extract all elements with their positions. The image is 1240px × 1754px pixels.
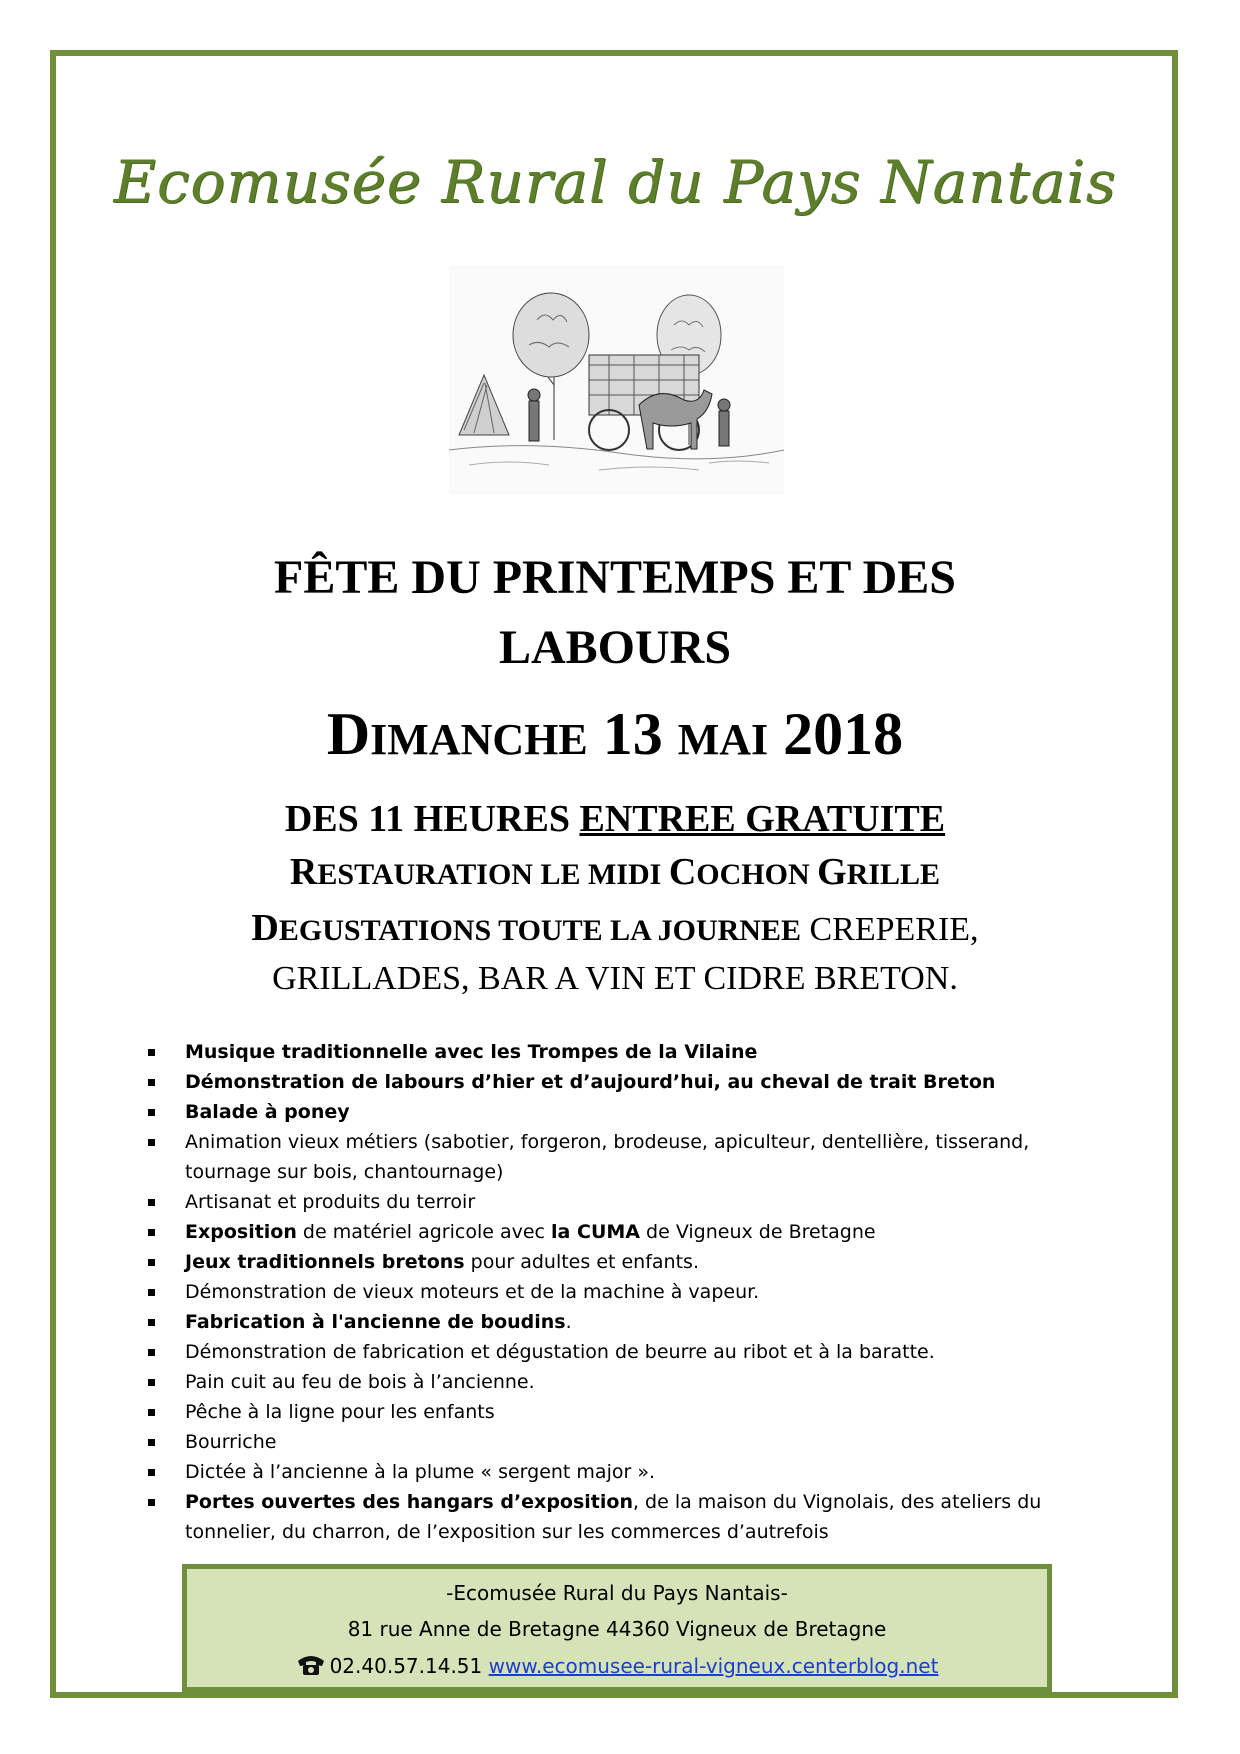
date-year: 2018	[768, 701, 904, 767]
activity-item	[145, 1397, 1105, 1427]
activity-item	[145, 1307, 1105, 1337]
contact-address: 81 rue Anne de Bretagne 44360 Vigneux de Bretagne	[347, 1617, 887, 1641]
contact-box	[182, 1564, 1052, 1692]
activity-text: Dictée à l’ancienne à la plume « sergent major ».	[185, 1461, 655, 1483]
contact-phone-web	[187, 1653, 1047, 1678]
grillades-line: GRILLADES, BAR A VIN ET CIDRE BRETON.	[272, 960, 958, 997]
activity-item	[145, 1067, 1105, 1097]
activity-text: Bourriche	[185, 1431, 277, 1453]
restauration-segment: C	[668, 851, 697, 893]
restauration-segment: OCHON	[696, 858, 818, 891]
restauration-line	[90, 850, 1140, 894]
activity-item	[145, 1457, 1105, 1487]
activity-text-bold: Exposition	[185, 1221, 297, 1243]
restauration-segment: ESTAURATION LE MIDI	[317, 858, 669, 891]
activity-text: , de la maison du Vignolais, des ateliers du tonnelier, du charron, de l’exposition sur les commerces d’autrefois	[185, 1491, 1042, 1543]
phone-number: 02.40.57.14.51	[329, 1654, 483, 1678]
activity-text: Démonstration de vieux moteurs et de la machine à vapeur.	[185, 1281, 760, 1303]
activity-item	[145, 1187, 1105, 1217]
free-entry: ENTREE GRATUITE	[579, 798, 946, 840]
date-weekday-rest: IMANCHE	[370, 715, 588, 764]
activities-list	[145, 1037, 1105, 1547]
activity-text: Pêche à la ligne pour les enfants	[185, 1401, 495, 1423]
activity-text-bold: Balade à poney	[185, 1101, 350, 1123]
activity-item	[145, 1097, 1105, 1127]
event-date	[90, 700, 1140, 769]
activity-item	[145, 1337, 1105, 1367]
activity-item	[145, 1367, 1105, 1397]
restauration-segment: G	[817, 851, 847, 893]
activity-item	[145, 1217, 1105, 1247]
event-title-line2: LABOURS	[498, 621, 732, 674]
degustations-segment: D	[251, 907, 279, 949]
activity-text-bold: Fabrication à l'ancienne de boudins	[185, 1311, 566, 1333]
activity-text-bold: Démonstration de labours d’hier et d’aujourd’hui, au cheval de trait Breton	[185, 1071, 996, 1093]
degustations-segment: CREPERIE,	[800, 911, 979, 948]
restauration-segment: RILLE	[846, 858, 941, 891]
degustations-segment: EGUSTATIONS TOUTE LA JOURNEE	[278, 914, 801, 947]
restauration-segment: R	[289, 851, 318, 893]
activity-text: Pain cuit au feu de bois à l’ancienne.	[185, 1371, 535, 1393]
entry-time: DES 11 HEURES	[284, 798, 580, 840]
farm-scene-illustration	[449, 265, 784, 495]
degustations-line	[90, 906, 1140, 950]
entry-line	[90, 797, 1140, 841]
contact-name: -Ecomusée Rural du Pays Nantais-	[446, 1581, 788, 1605]
date-initial: D	[326, 701, 371, 767]
activity-item	[145, 1037, 1105, 1067]
activity-text: de Vigneux de Bretagne	[639, 1221, 876, 1243]
activity-item	[145, 1487, 1105, 1547]
activity-text: de matériel agricole avec	[296, 1221, 552, 1243]
website-link[interactable]: www.ecomusee-rural-vigneux.centerblog.net	[488, 1654, 939, 1678]
activity-item	[145, 1277, 1105, 1307]
activity-text-bold: Jeux traditionnels bretons	[185, 1251, 465, 1273]
telephone-icon	[296, 1653, 326, 1677]
date-day: 13	[587, 701, 678, 767]
date-month: MAI	[677, 715, 769, 764]
activity-text: Démonstration de fabrication et dégustation de beurre au ribot et à la baratte.	[185, 1341, 935, 1363]
activity-item	[145, 1127, 1105, 1187]
activity-text-bold: Portes ouvertes des hangars d’exposition	[185, 1491, 633, 1513]
activity-text: Artisanat et produits du terroir	[185, 1191, 476, 1213]
activity-item	[145, 1427, 1105, 1457]
activity-text: pour adultes et enfants.	[464, 1251, 699, 1273]
activity-text: Animation vieux métiers (sabotier, forgeron, brodeuse, apiculteur, dentellière, tisserand, tournage sur bois, chantournage)	[185, 1131, 1030, 1183]
museum-title: Ecomusée Rural du Pays Nantais	[113, 148, 1117, 216]
activity-text: .	[565, 1311, 572, 1333]
event-title-line1: FÊTE DU PRINTEMPS ET DES	[274, 551, 956, 604]
activity-item	[145, 1247, 1105, 1277]
activity-text-bold: la CUMA	[551, 1221, 640, 1243]
activity-text-bold: Musique traditionnelle avec les Trompes de la Vilaine	[185, 1041, 758, 1063]
